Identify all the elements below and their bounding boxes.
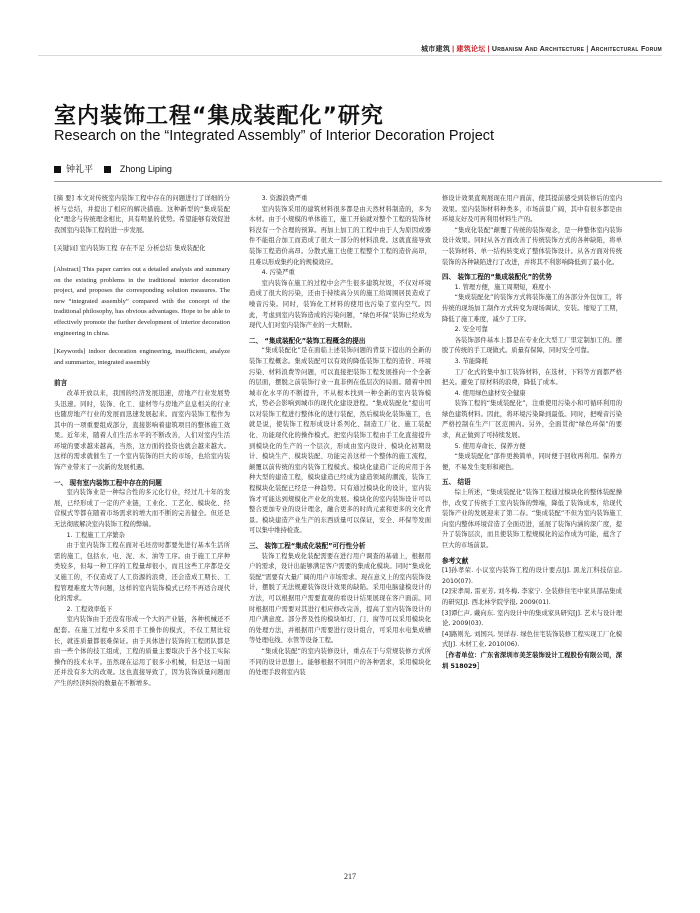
section-heading-intro: 前言 (54, 379, 68, 388)
paragraph: 装饰工程集成化装配需要在进行用户调查的基础上，根据用户的需求，设计出能够满足客户需要的集成化模块。同时“集成化装配”需要有大量广阔的用户市场需求。现在意义上的室内装饰设计，摆脱了无法规避装饰设计效果的缺陷。采用电脑建模设计的方法，可以根据用户需要直观的看设计结果展现在客户面前。同时根据用户需要对其进行相应修改完善，提高了室内装饰设计的用户满意度。部分普及性的模块如灯、门、窗等可以采用模块化的处理方法，并根据用户需要进行设计组合，可采用水电集成槽等处理电线、水管等设备工程。 (249, 552, 431, 645)
keywords-en: [Keywords] indoor decoration engineering, insufficient, analyze and summarize, integrated assembly (54, 348, 230, 366)
subheading: 1. 工程施工工序繁杂 (66, 531, 125, 539)
author-affiliation: ［作者单位：广东省深圳市美芝装饰设计工程股份有限公司，深圳 518029］ (442, 651, 622, 670)
column-right (442, 194, 622, 672)
paragraph: “集成装配化”是在面临上述装饰问题的背景下提出的全新的装饰工程概念。集成装配可以有效的降低装饰工程的造价、环境污染、材料浪费等问题，可以直接把装饰工程发展推向一个全新的层面，摆脱之前装饰行业一直非例在低层次的局面。随着中国城市化水平的不断提升，不从根本找到一种全新的室内装饰模式，势必会影响到城市的现代化建设进程。“集成装配化”提出可以对装饰工程进行整体化的进行装配，然后模块化装饰施工，也就是说，使装饰工程形成设计系列化、制造工厂化、施工装配化、功能现代化的操作模式。把室内装饰工程由手工化直接提升到模块化的生产的一个层次，形成由室内设计、模块化初期设计、模块生产、模块装配、功能完善这样一个整体的施工流程，颠覆以前传统的室内装饰工程模式。模块化建造广泛的应用于各种大型的建造工程，模块建造已经成为建造领域的潮流，装饰工程模块化装配已经是一种趋势。只有通过模块化的设计，室内装饰才可能达到规模化产业化的发展。模块化的室内装饰设计可以整合更加专业的设计理念，融合更多的时尚元素和更多的文化背景。模块建造产业生产的东西质量可以保证，安全、环保等发面可以集中维持检查。 (249, 347, 431, 535)
paragraph: 改革开放以来，我国的经济发展迅速，房地产行业发展势头迅速。同时，装饰、化工、建材等与房地产息息相关的行业也随房地产行业的发展而迅速发展起来。而室内装饰工程作为其中的一项重要组成部分，直接影响着建筑项目的整体施工效果。近年来，随着人们生活水平的不断改善，人们对室内生活环境的要求越来越高，当然，这方面的投资也就会越来越大。这样的需求就催生了一个室内装饰的巨大的市场，也给室内装饰产业带来了一次新的发展机遇。 (54, 389, 230, 472)
paragraph: 装饰工程的“集成装配化”，注重使用污染小和可循环利用的绿色建筑材料。因此，将环境污染降到最低。同时，把噪音污染严格控制在生产厂区范围内。另外，全面贯彻“绿色环保”的要求，真正做到了可持续发展。 (442, 400, 622, 440)
subheading: 2. 安全可靠 (454, 326, 488, 334)
header-en-journal: Urbanism And Architecture (491, 46, 585, 53)
subheading: 3. 资源浪费严重 (261, 195, 308, 202)
references-heading: 参考文献 (442, 556, 469, 565)
section-heading-1: 一、 现有室内装饰工程中存在的问题 (54, 478, 162, 487)
header-cn-journal: 城市建筑 (420, 46, 451, 53)
author-name-en: Zhong Liping (119, 164, 172, 174)
column-middle (249, 194, 431, 679)
paragraph: 修设计效果直观展现在用户面前，使其提前感受到装修后的室内效果。室内装饰材料种类多，市场前景广阔，其中有很多都是由环境友好及可再利用材料生产的。 (442, 195, 622, 224)
paragraph: 室内装饰在施工的过程中会产生很多建筑垃圾，不仅对环境造成了很大的污染，还由于持续高分贝的施工给周围居民造成了噪音污染。同时，装饰化工材料的使用也污染了室内空气。因此，考虑到室内装饰造成的污染问题，“绿色环保”装饰已经成为现代人们对室内装饰产业的一大期盼。 (249, 279, 431, 330)
header-separator: | (487, 46, 490, 53)
subheading: 2. 工程效率低下 (66, 605, 113, 613)
column-left (54, 194, 230, 690)
bullet-square-icon (54, 166, 61, 173)
paragraph: 综上所述，“集成装配化”装饰工程通过模块化的整体装配操作，改变了传统手工室内装饰的弊端，降低了装饰成本，给现代装饰产业的发展迎来了第二春。“集成装配”不但为室内装饰施工向室内整体环境营造了全面迈进，延展了装饰内涵的深广度，提升了装饰层次，而且使装饰工程规模化的运作成为可能，蕴含了巨大的市场前景。 (442, 489, 622, 549)
reference-item: [2]宋孝周, 雷亚芳, 刘冬梅, 李家宁. 全装修住宅中家具部品集成的研究[J]. 西北林学院学报, 2009(01). (442, 588, 622, 606)
paragraph: “集成装配化”部件更换简单，同时便于回收再利用。保养方便，不易发生变形和褪色。 (442, 453, 622, 471)
reference-item: [1]孙孝荣. 小议室内装饰工程的设计要点[J]. 黑龙江科技信息, 2010(07). (442, 567, 622, 585)
keywords-cn: [关键词] 室内装饰工程 存在不足 分析总结 集成装配化 (54, 245, 206, 253)
subheading: 3. 节能降耗 (454, 357, 488, 365)
abstract-cn: [摘 要] 本文对传统室内装饰工程中存在的问题进行了详细的分析与总结，并提出了相应的解决措施。这种新型的“集成装配化”理念与传统理念相比，具有明显的优势。希望能够有效促进我国室内装饰工程的进一步发展。 (54, 195, 230, 234)
page-number: 217 (344, 872, 356, 881)
paragraph: “集成化装配”颠覆了传统的装饰观念，是一种整体室内装饰设计效果。同时从各方面改善了传统装饰方式的各种缺陷，将单一装饰材料、单一结构转变成了整体装饰设计。从各方面对传统装饰的各种缺陷进行了改进，并将其不利影响降低到了最小化。 (442, 226, 622, 266)
subheading: 1. 管理方便，施工周期短，难度小 (454, 283, 551, 291)
section-heading-5: 五、 结语 (442, 478, 471, 487)
article-title-en: Research on the “Integrated Assembly” of Interior Decoration Project (54, 128, 495, 144)
subheading: 5. 使用寿命长、保养方便 (454, 442, 526, 450)
author-line (54, 162, 172, 175)
paragraph: 室内装饰业是一种综合性的多元化行业，经过几十年的发展，已经形成了一定的产业链，工业化、工艺化、模块化、经营模式等都在随着市场需求的增大而不断的完善健全。但还是无法彻底解决室内装饰工程的弊端。 (54, 489, 230, 529)
paragraph: 由于室内装饰工程在面对毛坯房时都要先进行基本生活所需的施工，包括水、电、泥、木、油等工序。由于施工工序种类较多，但每一种工序的工程量却很小，而且这些工序都是交叉施工的，不仅造成了人工资源的浪费，还会造成工期长、工程管理难度大等问题，这样的室内装饰模式已经不再适合现代化的需求。 (54, 542, 230, 603)
bullet-square-icon (104, 166, 111, 173)
header-cn-column: 建筑论坛 (456, 46, 486, 53)
paragraph: 室内装饰采用的建筑材料很多都是由天然材料制造的，多为木材。由于小规模的单体施工，施工开始就对整个工程的装饰材料没有一个合理的预算。再加上加工的工程中由于人为原因或器件不能组合加工而造成了很大一部分的材料浪费。这就直接导致装饰工程造价高昂。分散式施工也使工程整个工程的造价高昂，且难以形成集约化的规模效应。 (249, 205, 431, 266)
abstract-en: [Abstract] This paper carries out a detailed analysis and summary on the existing problems in the traditional interior decoration project, and proposes the corresponding solution measures. The new “integrated assembly” compared with the concept of the traditional philosophy, has obvious advantages. Hope to be able to effectively promote the further development of interior decoration engineering in china. (54, 265, 230, 337)
header-en-column: Architectural Forum (590, 46, 662, 53)
subheading: 4. 污染严重 (261, 269, 295, 277)
article-title-cn: 室内装饰工程“集成装配化”研究 (54, 104, 384, 129)
journal-header (421, 44, 662, 54)
section-heading-4: 四、 装饰工程的“集成装配化”的优势 (442, 273, 552, 282)
header-separator: | (452, 46, 455, 53)
author-name-cn: 钟礼平 (66, 165, 94, 175)
subheading: 4. 使用绿色建材安全健康 (454, 389, 526, 397)
header-divider (38, 55, 662, 56)
paragraph: 工厂化式的集中加工装饰材料，在选材、下料等方面都严格把关。避免了原材料的浪费，降低了成本。 (442, 368, 622, 387)
paragraph: “集成化装配”的室内装修设计，重点在于与常规装修方式所不同的设计思想上。能够根据不同用户的各种需求，采用模块化的处理手段将室内装 (249, 647, 431, 677)
section-heading-2: 二、 “集成装配化”装饰工程概念的提出 (249, 336, 366, 345)
reference-item: [4]路则光, 刘国兴, 吴详春. 绿色住宅装饰装修工程实现工厂化模式[J]. 木材工业, 2010(06). (442, 630, 622, 649)
header-separator: | (586, 46, 589, 53)
title-divider (54, 181, 662, 182)
paragraph: “集成装配化”的装饰方式将装饰施工的各部分外包加工，将传统的现场加工制作方式转变为现场调试、安装。缩短了工期，降低了施工难度，减少了工序。 (442, 294, 622, 323)
section-heading-3: 三、 装饰工程“集成化装配”可行性分析 (249, 542, 366, 550)
paragraph: 各装饰部件基本上都是在专业化大型工厂里定制加工的。摆脱了传统的手工现做式。质量有保障，同时安全可靠。 (442, 336, 622, 355)
reference-item: [3]谭仁声, 戴向东. 室内设计中的集成家具研究[J]. 艺术与设计理论, 2009(03). (442, 609, 622, 628)
paragraph: 室内装饰由于还没有形成一个大的产业链，各种机械还不配套。在施工过程中多采用手工操作的模式，不仅工期比较长，就连质量都很难保证。由于具体进行装饰的工程团队都是由一些个体的技工组成，工程的质量主要取决于各个技工实际操作的技术水平。虽然现在运用了很多小机械，但是这一局面还并没有多大的改观。这也直接导致了，因为装饰质量问题而产生的经济纠纷的数量在不断增多。 (54, 616, 230, 687)
